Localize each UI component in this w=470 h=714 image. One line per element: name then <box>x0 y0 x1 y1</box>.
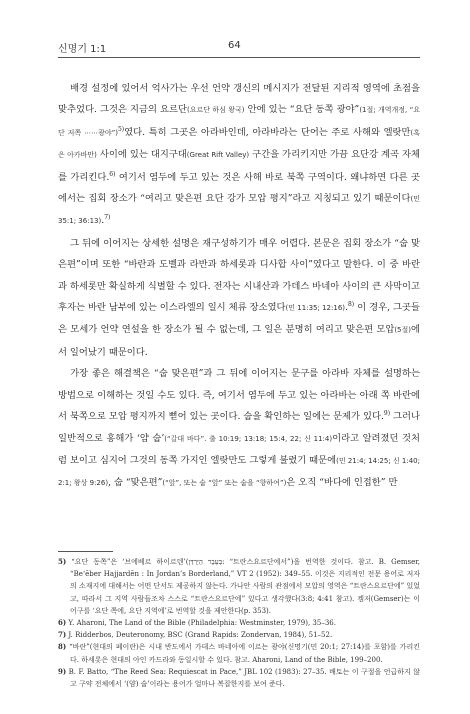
footnote-ref[interactable]: 6) <box>109 170 116 178</box>
footnote-text: “요단 동쪽”은 ‘브에베르 하이르덴’(בְּעֵבֶר הַיַּרְדֵּן: “트란스요르단에서”)을 번역한 것이다. 참고. B. Gemser, “Be‘ēber Hajjardēn : In Jordan’s Borderland,” VT 2 (1952): 349–55. 이것은 지리적인 전문 용어로 저자의 소재지에 대해서는 어떤 단서도 제공하지 않는다. 가나안 사람의 관점에서 모압의 영역은 “트란스요르단에” 있었고, 따라서 그 지역 사람들조차 스스로 “트란스요르단에” 있다고 생각했다(3:8; 4:41 참고). 겜저(Gemser)는 이 어구를 ‘요단 쪽에, 요단 지역에’로 번역할 것을 제안한다(p. 353). <box>70 558 421 615</box>
paragraph <box>58 363 420 494</box>
running-head: 신명기 1:1 <box>58 44 107 55</box>
footnote <box>58 666 420 690</box>
footnote-text: J. Ridderbos, Deuteronomy, BSC (Grand Rapids: Zondervan, 1984), 51–52. <box>68 631 333 640</box>
text-run: 여기서 염두에 두고 있는 것은 사해 바로 북쪽 구역이다. 왜냐하면 다른 곳에서는 집회 장소가 “여리고 맞은편 요단 강가 모압 평지”라고 지칭되고 있기 때문이다 <box>58 171 420 205</box>
footnote-number: 7) <box>58 630 67 640</box>
inline-note: (요르단 하심 왕국) <box>187 106 245 115</box>
footnote-text: Y. Aharoni, The Land of the Bible (Philadelphia: Westminster, 1979), 35–36. <box>68 619 336 628</box>
text-run: . <box>345 302 348 314</box>
footnote-number: 8) <box>58 642 67 652</box>
footnote-number: 6) <box>58 618 67 628</box>
inline-note: (“앞”, 또는 숩 “앞” 또는 숩을 “향하여”) <box>162 479 287 488</box>
page-header <box>58 40 420 54</box>
footnote-ref[interactable]: 9) <box>383 410 391 417</box>
page-number: 64 <box>228 40 241 51</box>
paragraph <box>58 78 420 233</box>
footnote <box>58 629 420 641</box>
footnote-separator <box>58 551 113 552</box>
text-run: 안에 있는 “요단 동쪽 광야” <box>244 104 360 116</box>
text-run: 에서 일어났기 때문이다. <box>58 324 420 358</box>
footnotes <box>58 556 420 690</box>
text-run: 그러나 일반적으로 홍해가 ‘얌 숩’ <box>58 411 420 444</box>
inline-note: (“갈대 바다”. 출 10:19; 13:18; 15:4, 22; 신 11:4) <box>164 434 333 443</box>
text-run: . <box>101 215 105 227</box>
inline-note: (민 35:1; 36:13) <box>58 195 420 226</box>
footnote-ref[interactable]: 5) <box>117 125 125 133</box>
text-run: 배경 설정에 있어서 억사가는 우선 언약 갱신의 메시지가 전달된 지리적 영역에 초점을 맞추었다. 그것은 지금의 요르단 <box>58 83 420 116</box>
text-run: 가장 좋은 해결책은 “숩 맞은편”과 그 뒤에 이어지는 문구를 아라바 자체를 설명하는 방법으로 이해하는 것일 수도 있다. 즉, 여기서 염두에 두고 있는 아라바는 아래 쪽 바란에서 북쪽으로 모압 평지까지 뻗어 있는 곳이다. 숩을 확인하는 일에는 문제가 있다. <box>58 368 420 423</box>
text-run: 였다. 특히 그곳은 아라바인데, 아라바라는 단어는 주로 사해와 엘랏만 <box>124 126 411 138</box>
footnote-number: 5) <box>58 557 67 566</box>
text-run: 사이에 있는 대지구대 <box>96 149 187 161</box>
footnote <box>58 556 420 617</box>
footnote-ref[interactable]: 7) <box>104 214 111 222</box>
text-run: , 숩 “맞은편” <box>108 477 163 489</box>
footnote-number: 9) <box>58 666 67 676</box>
footnote-ref[interactable]: 8) <box>347 300 355 308</box>
footnote-text: B. F. Batto, “The Reed Sea: Requiescat in Pace,” JBL 102 (1983): 27–35. 배토는 이 구절을 언급하지 않고 구약 전체에서 ‘(얌) 숩’이라는 용어가 얼마나 복잡한지를 보여 준다. <box>68 667 421 689</box>
paragraph <box>58 233 420 363</box>
footnote <box>58 617 420 629</box>
footnote-text: “바란”(현대의 페이란)은 시내 반도에서 가데스 바네아에 이르는 광야(신명기(민 20:1; 27:14)를 포함)를 가리킨다. 하세롯은 현대의 아인 카드라와 동일시할 수 있다. 참고. Aharoni, Land of the Bible, 199–200. <box>69 643 420 664</box>
inline-note: (5절) <box>394 326 412 335</box>
inline-note: (민 11:35; 12:16) <box>285 304 346 313</box>
body-text <box>58 78 420 495</box>
footnote <box>58 641 420 665</box>
text-run: 은 오직 “바다에 인접한” 만 <box>286 477 398 489</box>
text-run: 이라고 알려졌던 것처럼 보이고 심지어 그것의 동쪽 가지인 엘랏만도 그렇게 불렸기 때문에 <box>58 432 420 466</box>
text-run: 구간을 가리키지만 가끔 요단강 계곡 자체를 가리킨다. <box>58 149 420 183</box>
inline-note: (민 21:4; 14:25; 신 1:40; 2:1; 왕상 9:26) <box>58 456 420 488</box>
text-run: 이 경우, 그곳들은 모세가 언약 연설을 한 장소가 될 수 없는데, 그 일은 분명히 여리고 맞은편 모압 <box>58 302 420 336</box>
header-rule <box>58 57 420 58</box>
inline-note: (Great Rift Valley) <box>186 151 250 160</box>
text-run: 그 뒤에 이어지는 상세한 설명은 재구성하기가 매우 어렵다. 본문은 집회 장소가 “숩 맞은편”이며 또한 “바란과 도벨과 라반과 하세롯과 디사합 사이”였다고 말한다. 이 중 바란과 하세롯만 확실하게 식별할 수 있다. 전자는 시내산과 가데스 바네아 사이의 큰 사막이고 후자는 바란 남부에 있는 이스라엘의 일시 체류 장소였다 <box>58 237 420 314</box>
inline-note: (혹은 아카바만) <box>58 128 421 160</box>
inline-note: (1절; 개역개정, “요단 저쪽 ⋯⋯광야”) <box>58 106 421 137</box>
